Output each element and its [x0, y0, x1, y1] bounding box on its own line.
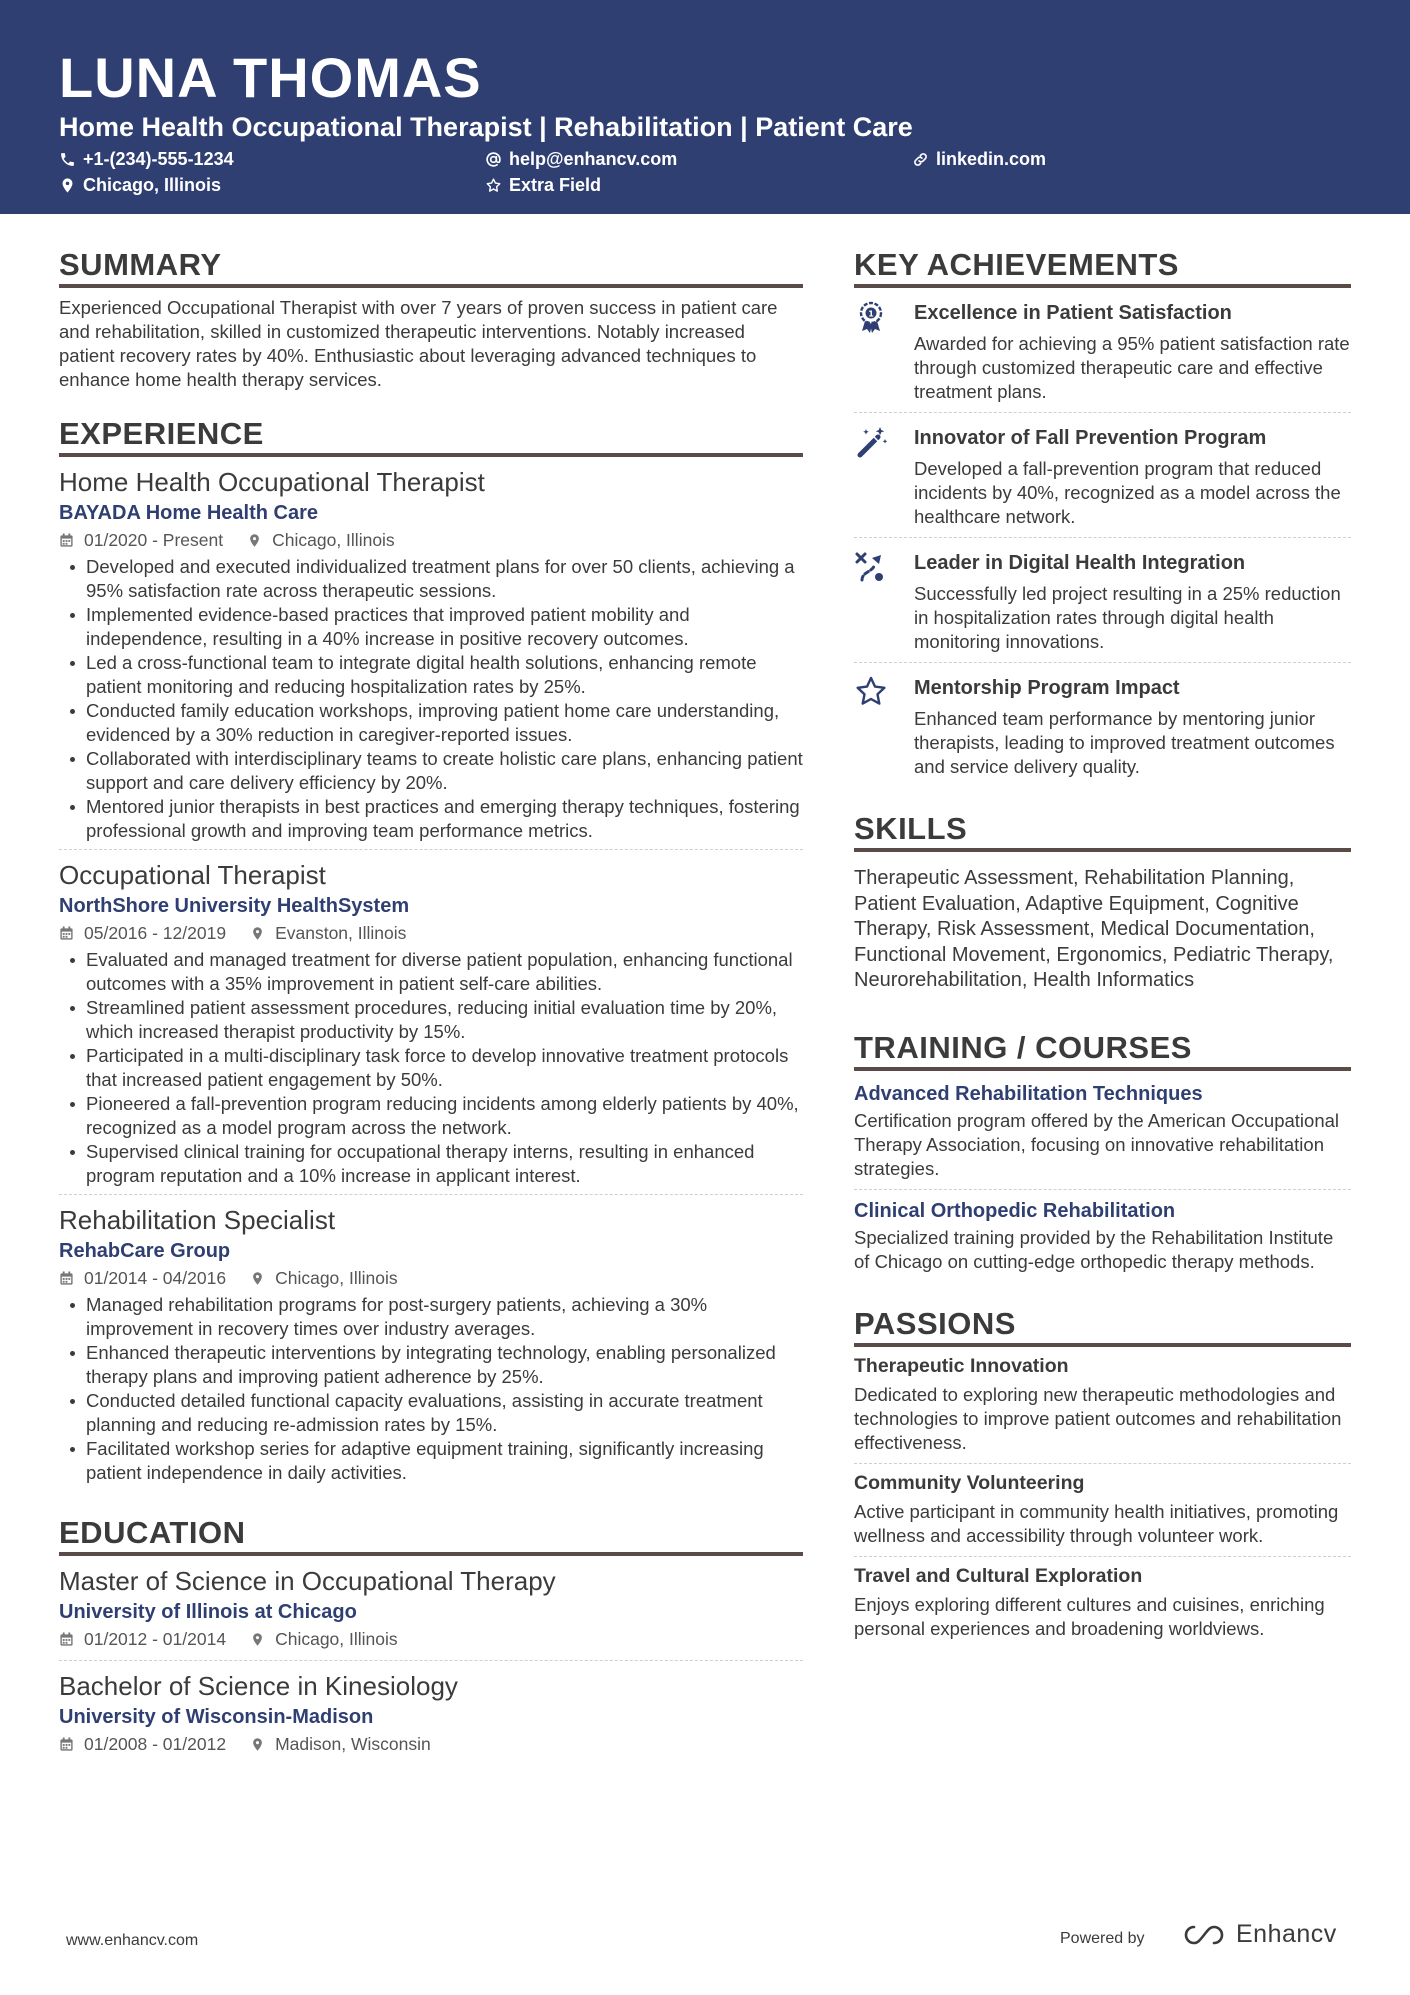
job-title: Rehabilitation Specialist: [59, 1205, 336, 1235]
course-description: Specialized training provided by the Rehabilitation Institute of Chicago on cutting-edge orthopedic therapy methods.: [854, 1226, 1334, 1272]
job-bullets: [59, 555, 803, 843]
candidate-headline: Home Health Occupational Therapist | Rehabilitation | Patient Care: [59, 112, 913, 142]
calendar-icon: [59, 926, 74, 941]
location-pin-icon: [250, 1632, 265, 1647]
experience-entry: [59, 1203, 803, 1491]
school-name: University of Wisconsin-Madison: [59, 1706, 374, 1728]
contact-email[interactable]: [485, 148, 677, 170]
job-location-text: Chicago, Illinois: [275, 1268, 398, 1288]
job-bullets: [59, 1293, 803, 1485]
passions-section: [854, 1306, 1351, 1649]
footer-powered-by: Powered by: [1060, 1930, 1145, 1947]
job-location: [250, 920, 406, 946]
left-column: [59, 247, 803, 1789]
course-title: Advanced Rehabilitation Techniques: [854, 1082, 1203, 1105]
job-dates-text: 01/2020 - Present: [84, 530, 224, 550]
summary-heading: SUMMARY: [59, 247, 803, 288]
job-dates: [59, 527, 223, 553]
calendar-icon: [59, 533, 74, 548]
experience-entry: [59, 465, 803, 850]
job-meta: [59, 1265, 803, 1291]
passion-item: [854, 1557, 1351, 1649]
passion-title: Travel and Cultural Exploration: [854, 1564, 1143, 1587]
education-dates: [59, 1731, 226, 1757]
location-pin-icon: [250, 926, 265, 941]
location-pin-icon: [250, 1737, 265, 1752]
training-section: [854, 1030, 1351, 1282]
achievement-title: Mentorship Program Impact: [914, 677, 1180, 699]
experience-section: [59, 416, 803, 1491]
experience-heading: EXPERIENCE: [59, 416, 803, 457]
passions-heading: PASSIONS: [854, 1306, 1351, 1347]
training-list: [854, 1073, 1351, 1282]
achievement-title: Excellence in Patient Satisfaction: [914, 302, 1232, 324]
passion-item: [854, 1464, 1351, 1557]
education-heading: EDUCATION: [59, 1515, 803, 1556]
job-bullet: Conducted family education workshops, improving patient home care understanding, evidenced by a 30% reduction in caregiver-reported issues.: [59, 699, 803, 747]
footer-url[interactable]: www.enhancv.com: [66, 1932, 199, 1949]
passion-description: Enjoys exploring different cultures and cuisines, enriching personal experiences and broadening worldviews.: [854, 1593, 1325, 1639]
course-item: [854, 1190, 1351, 1282]
job-location-text: Chicago, Illinois: [272, 530, 395, 550]
contact-email-text: help@enhancv.com: [509, 149, 678, 169]
achievement-description: Developed a fall-prevention program that reduced incidents by 40%, recognized as a model across the healthcare network.: [914, 458, 1341, 527]
star-outline-icon: [485, 177, 502, 194]
enhancv-logo[interactable]: [1180, 1920, 1337, 1949]
education-entry: [59, 1564, 803, 1661]
calendar-icon: [59, 1737, 74, 1752]
achievements-heading: KEY ACHIEVEMENTS: [854, 247, 1351, 288]
job-bullet: Pioneered a fall-prevention program reducing incidents among elderly patients by 40%, recognized as a model program across the network.: [59, 1092, 803, 1140]
achievement-title: Innovator of Fall Prevention Program: [914, 427, 1267, 449]
candidate-name: LUNA THOMAS: [59, 46, 482, 109]
job-bullet: Led a cross-functional team to integrate digital health solutions, enhancing remote patient monitoring and reducing hospitalization rates by 25%.: [59, 651, 803, 699]
achievement-description: Awarded for achieving a 95% patient satisfaction rate through customized therapeutic care and effective treatment plans.: [914, 333, 1350, 402]
job-bullet: Evaluated and managed treatment for diverse patient population, enhancing functional outcomes with a 35% improvement in patient self-care abilities.: [59, 948, 803, 996]
job-title: Home Health Occupational Therapist: [59, 467, 485, 497]
job-dates-text: 05/2016 - 12/2019: [84, 923, 227, 943]
company-name: RehabCare Group: [59, 1240, 231, 1262]
achievement-item: [854, 538, 1351, 663]
education-meta: [59, 1731, 803, 1757]
job-bullet: Collaborated with interdisciplinary teams to create holistic care plans, enhancing patient support and care delivery efficiency by 20%.: [59, 747, 803, 795]
job-bullet: Developed and executed individualized treatment plans for over 50 clients, achieving a 95% satisfaction rate across therapeutic sessions.: [59, 555, 803, 603]
passion-item: [854, 1347, 1351, 1464]
experience-list: [59, 465, 803, 1491]
training-heading: TRAINING / COURSES: [854, 1030, 1351, 1071]
skills-heading: SKILLS: [854, 811, 1351, 852]
experience-entry: [59, 858, 803, 1195]
job-bullet: Enhanced therapeutic interventions by integrating technology, enabling personalized therapy plans and improving patient adherence by 25%.: [59, 1341, 803, 1389]
education-dates-text: 01/2012 - 01/2014: [84, 1629, 227, 1649]
course-title: Clinical Orthopedic Rehabilitation: [854, 1199, 1176, 1222]
contact-phone-text: +1-(234)-555-1234: [83, 149, 234, 169]
job-bullet: Facilitated workshop series for adaptive equipment training, significantly increasing patient independence in daily activities.: [59, 1437, 803, 1485]
job-bullets: [59, 948, 803, 1188]
job-location-text: Evanston, Illinois: [275, 923, 407, 943]
job-bullet: Supervised clinical training for occupational therapy interns, resulting in enhanced program reputation and a 10% increase in applicant interest.: [59, 1140, 803, 1188]
job-meta: [59, 920, 803, 946]
achievements-section: [854, 247, 1351, 787]
calendar-icon: [59, 1632, 74, 1647]
link-icon: [912, 151, 929, 168]
right-column: [854, 247, 1351, 1673]
achievements-list: [854, 288, 1351, 787]
location-pin-icon: [247, 533, 262, 548]
job-dates: [59, 920, 226, 946]
degree-title: Bachelor of Science in Kinesiology: [59, 1671, 458, 1701]
achievement-description: Successfully led project resulting in a 25% reduction in hospitalization rates through digital health monitoring innovations.: [914, 583, 1341, 652]
enhancv-logo-icon: [1180, 1921, 1228, 1949]
contact-phone[interactable]: [59, 148, 234, 170]
job-title: Occupational Therapist: [59, 860, 326, 890]
summary-text: Experienced Occupational Therapist with over 7 years of proven success in patient care and rehabilitation, skilled in customized therapeutic interventions. Notably increased patient recovery rates by 40%. Enthusiastic about leveraging advanced techniques to enhance home health therapy services.: [59, 297, 778, 390]
degree-title: Master of Science in Occupational Therapy: [59, 1566, 556, 1596]
award-ribbon-icon: [854, 298, 914, 404]
education-meta: [59, 1626, 803, 1652]
magic-wand-icon: [854, 423, 914, 529]
star-icon: [854, 673, 914, 779]
education-location-text: Madison, Wisconsin: [275, 1734, 431, 1754]
education-location-text: Chicago, Illinois: [275, 1629, 398, 1649]
education-section: [59, 1515, 803, 1765]
education-location: [250, 1731, 431, 1757]
contact-linkedin-text: linkedin.com: [936, 149, 1047, 169]
job-meta: [59, 527, 803, 553]
job-location: [247, 527, 395, 553]
contact-linkedin[interactable]: [912, 148, 1046, 170]
company-name: BAYADA Home Health Care: [59, 502, 318, 524]
contact-location: [59, 174, 221, 196]
job-dates: [59, 1265, 226, 1291]
job-dates-text: 01/2014 - 04/2016: [84, 1268, 227, 1288]
job-bullet: Streamlined patient assessment procedures, reducing initial evaluation time by 20%, which increased therapist productivity by 15%.: [59, 996, 803, 1044]
achievement-item: [854, 413, 1351, 538]
svg-text:1: 1: [868, 309, 874, 319]
education-entry: [59, 1669, 803, 1765]
location-pin-icon: [250, 1271, 265, 1286]
company-name: NorthShore University HealthSystem: [59, 895, 410, 917]
passion-description: Dedicated to exploring new therapeutic methodologies and technologies to improve patient outcomes and rehabilitation effectiveness.: [854, 1383, 1342, 1453]
school-name: University of Illinois at Chicago: [59, 1601, 357, 1623]
passions-list: [854, 1347, 1351, 1649]
job-bullet: Participated in a multi-disciplinary task force to develop innovative treatment protocols that increased patient engagement by 50%.: [59, 1044, 803, 1092]
education-dates: [59, 1626, 226, 1652]
education-dates-text: 01/2008 - 01/2012: [84, 1734, 227, 1754]
at-icon: [485, 151, 502, 168]
achievement-title: Leader in Digital Health Integration: [914, 552, 1246, 574]
education-list: [59, 1564, 803, 1765]
contact-extra-text: Extra Field: [509, 175, 602, 195]
phone-icon: [59, 151, 76, 168]
skills-text: Therapeutic Assessment, Rehabilitation Planning, Patient Evaluation, Adaptive Equipment, Cognitive Therapy, Risk Assessment, Medical Documentation, Functional Movement, Ergonomics, Pediatric Therapy, Neurorehabilitation, Health Informatics: [854, 867, 1334, 991]
job-bullet: Conducted detailed functional capacity evaluations, assisting in accurate treatment planning and reducing re-admission rates by 15%.: [59, 1389, 803, 1437]
education-location: [250, 1626, 398, 1652]
job-bullet: Managed rehabilitation programs for post-surgery patients, achieving a 30% improvement in recovery times over industry averages.: [59, 1293, 803, 1341]
achievement-item: [854, 663, 1351, 787]
job-bullet: Mentored junior therapists in best practices and emerging therapy techniques, fostering professional growth and improving team performance metrics.: [59, 795, 803, 843]
summary-section: [59, 247, 803, 392]
course-item: [854, 1073, 1351, 1190]
achievement-item: [854, 288, 1351, 413]
passion-title: Therapeutic Innovation: [854, 1354, 1069, 1377]
achievement-description: Enhanced team performance by mentoring junior therapists, leading to improved treatment outcomes and service delivery quality.: [914, 708, 1335, 777]
contact-extra: [485, 174, 601, 196]
contact-location-text: Chicago, Illinois: [83, 175, 222, 195]
strategy-path-icon: [854, 548, 914, 654]
calendar-icon: [59, 1271, 74, 1286]
course-description: Certification program offered by the American Occupational Therapy Association, focusing on innovative rehabilitation strategies.: [854, 1109, 1340, 1179]
location-pin-icon: [59, 177, 76, 194]
passion-title: Community Volunteering: [854, 1471, 1085, 1494]
skills-section: [854, 811, 1351, 994]
enhancv-logo-text: Enhancv: [1236, 1920, 1337, 1948]
job-location: [250, 1265, 398, 1291]
job-bullet: Implemented evidence-based practices that improved patient mobility and independence, resulting in a 40% increase in positive recovery outcomes.: [59, 603, 803, 651]
passion-description: Active participant in community health initiatives, promoting wellness and accessibility through volunteer work.: [854, 1500, 1339, 1546]
resume-header: [0, 0, 1410, 214]
